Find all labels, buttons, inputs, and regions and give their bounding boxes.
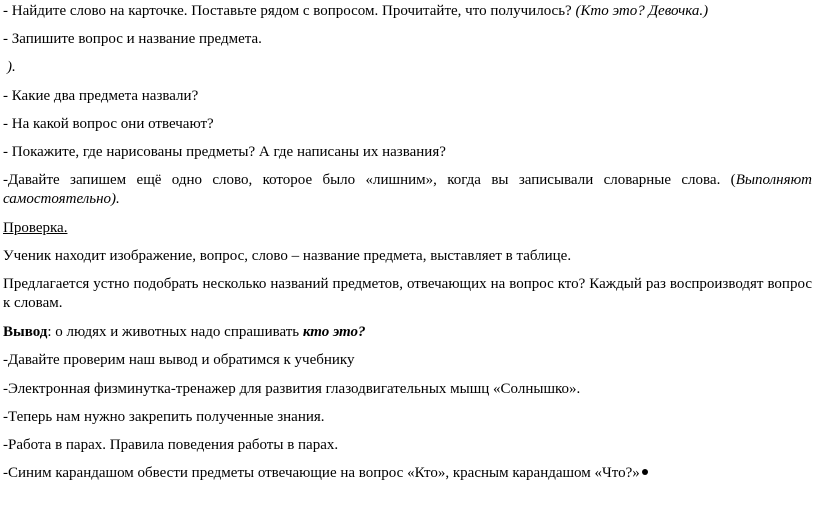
pair-work: -Работа в парах. Правила поведения работы в парах. — [3, 437, 339, 453]
physical-exercise: -Электронная физминутка-тренажер для развития глазодвигательных мышц «Солнышко». — [3, 381, 581, 397]
instruction-extra-word — [3, 171, 812, 209]
conclusion — [3, 323, 812, 342]
conclusion-question: кто это? — [302, 324, 366, 340]
question-which-question: - На какой вопрос они отвечают? — [3, 116, 214, 132]
bullet-dot-icon — [642, 469, 648, 475]
check-with-textbook: -Давайте проверим наш вывод и обратимся к учебнику — [3, 352, 355, 368]
coloring-task — [3, 464, 812, 483]
instruction-extra-word-text: -Давайте запишем ещё одно слово, которое было «лишним», когда вы записывали словарные слова. ( — [3, 172, 736, 188]
conclusion-text: : о людях и животных надо спрашивать — [47, 324, 303, 340]
conclusion-label: Вывод — [3, 324, 48, 340]
instruction-write-question: - Запишите вопрос и название предмета. — [3, 31, 262, 47]
consolidate-knowledge: -Теперь нам нужно закрепить полученные знания. — [3, 409, 325, 425]
section-check-heading: Проверка. — [3, 220, 68, 236]
closing-paren: ). — [7, 59, 16, 75]
coloring-task-text: -Синим карандашом обвести предметы отвечающие на вопрос «Кто», красным карандашом «Что?» — [3, 465, 640, 481]
question-show-objects: - Покажите, где нарисованы предметы? А где написаны их названия? — [3, 144, 446, 160]
question-two-objects: - Какие два предмета назвали? — [3, 88, 199, 104]
instruction-find-word-text: - Найдите слово на карточке. Поставьте рядом с вопросом. Прочитайте, что получилось? — [3, 3, 576, 19]
student-action: Ученик находит изображение, вопрос, слово – название предмета, выставляет в таблице. — [3, 248, 572, 264]
instruction-find-word-example: (Кто это? Девочка.) — [575, 3, 709, 19]
instruction-extra-word-note: Выполняют самостоятельно). — [3, 172, 812, 207]
oral-task: Предлагается устно подобрать несколько названий предметов, отвечающих на вопрос кто? Каждый раз воспроизводят вопрос к словам. — [3, 276, 812, 311]
instruction-find-word — [3, 2, 812, 21]
